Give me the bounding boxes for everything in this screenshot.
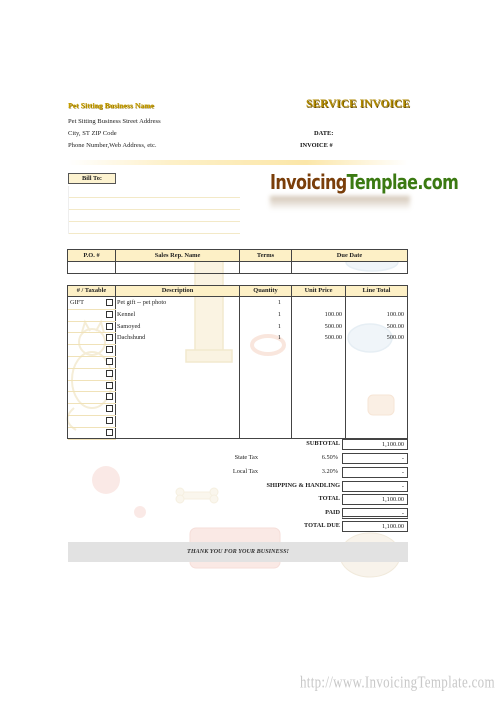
ball-icon xyxy=(92,466,146,518)
description-header: Description xyxy=(116,286,240,296)
items-table-body xyxy=(67,297,408,439)
table-row xyxy=(68,391,407,403)
taxable-checkbox[interactable] xyxy=(106,382,113,389)
company-name: Pet Sitting Business Name xyxy=(68,101,155,110)
item-unit-price: 500.00 xyxy=(324,322,342,330)
table-row xyxy=(68,297,407,309)
taxable-header: # / Taxable xyxy=(68,286,116,296)
local-tax-value: - xyxy=(342,467,408,478)
po-number-cell[interactable] xyxy=(68,262,116,274)
table-row xyxy=(68,321,407,333)
taxable-checkbox[interactable] xyxy=(106,417,113,424)
unit-price-header: Unit Price xyxy=(292,286,346,296)
item-quantity: 1 xyxy=(277,322,281,330)
item-quantity: 1 xyxy=(277,310,281,318)
paid-row xyxy=(222,507,408,520)
terms-cell[interactable] xyxy=(240,262,292,274)
table-row xyxy=(68,344,407,356)
state-tax-row xyxy=(222,452,408,465)
paid-label: PAID xyxy=(325,509,340,516)
bone-icon xyxy=(176,488,218,503)
local-tax-row xyxy=(222,466,408,479)
row-divider xyxy=(68,439,116,440)
state-tax-label: State Tax xyxy=(234,454,258,461)
item-description: Kennel xyxy=(117,310,136,318)
invoice-number-label: INVOICE # xyxy=(300,142,333,149)
item-description: Dachshund xyxy=(117,334,146,342)
item-line-total: 100.00 xyxy=(386,310,404,318)
taxable-checkbox[interactable] xyxy=(106,370,113,377)
sales-rep-header: Sales Rep. Name xyxy=(116,250,240,262)
total-label: TOTAL xyxy=(318,495,340,502)
shipping-value[interactable]: - xyxy=(342,481,408,492)
taxable-checkbox[interactable] xyxy=(106,405,113,412)
table-row xyxy=(68,356,407,368)
quantity-header: Quantity xyxy=(240,286,292,296)
item-description: Samoyed xyxy=(117,322,141,330)
state-tax-rate[interactable]: 6.50% xyxy=(321,454,338,461)
taxable-checkbox[interactable] xyxy=(106,311,113,318)
table-row xyxy=(68,415,407,427)
table-row xyxy=(68,403,407,415)
item-unit-price: 100.00 xyxy=(324,310,342,318)
subtotal-label: SUBTOTAL xyxy=(306,440,340,447)
local-tax-rate[interactable]: 3.20% xyxy=(321,468,338,475)
po-number-header: P.O. # xyxy=(68,250,116,262)
date-label: DATE: xyxy=(314,130,334,137)
item-unit-price: 500.00 xyxy=(324,334,342,342)
item-line-total: 500.00 xyxy=(386,334,404,342)
contact-info: Phone Number,Web Address, etc. xyxy=(68,142,157,149)
order-info-table xyxy=(67,249,408,274)
invoicing-template-logo: InvoicingTemplae.com xyxy=(270,170,459,194)
state-tax-value: - xyxy=(342,453,408,464)
shipping-row xyxy=(222,480,408,493)
total-due-label: TOTAL DUE xyxy=(304,522,340,529)
subtotal-row xyxy=(222,438,408,451)
table-row xyxy=(68,368,407,380)
subtotal-value: 1,100.00 xyxy=(342,439,408,450)
website-watermark: http://www.InvoicingTemplate.com xyxy=(300,672,495,692)
due-date-header: Due Date xyxy=(292,250,408,262)
items-header-row xyxy=(67,285,408,297)
header-divider-band xyxy=(68,160,408,165)
item-line-total: 500.00 xyxy=(386,322,404,330)
total-value: 1,100.00 xyxy=(342,494,408,505)
total-due-value: 1,100.00 xyxy=(342,521,408,532)
table-row xyxy=(68,427,407,439)
local-tax-label: Local Tax xyxy=(232,468,258,475)
city-state-zip: City, ST ZIP Code xyxy=(68,130,117,137)
bill-to-label: Bill To: xyxy=(68,173,116,184)
taxable-code: GIFT xyxy=(70,299,84,306)
taxable-checkbox[interactable] xyxy=(106,334,113,341)
paid-value[interactable]: - xyxy=(342,508,408,519)
item-description: Pet gift -- pet photo xyxy=(117,299,167,306)
taxable-checkbox[interactable] xyxy=(106,323,113,330)
item-quantity: 1 xyxy=(277,299,281,306)
total-row xyxy=(222,493,408,506)
table-row xyxy=(68,309,407,321)
sales-rep-cell[interactable] xyxy=(116,262,240,274)
taxable-checkbox[interactable] xyxy=(106,299,113,306)
table-row xyxy=(68,380,407,392)
shipping-label: SHIPPING & HANDLING xyxy=(266,482,340,489)
thank-you-band: THANK YOU FOR YOUR BUSINESS! xyxy=(68,542,408,562)
due-date-cell[interactable] xyxy=(292,262,408,274)
taxable-checkbox[interactable] xyxy=(106,358,113,365)
total-due-row xyxy=(222,520,408,533)
taxable-checkbox[interactable] xyxy=(106,346,113,353)
logo-reflection xyxy=(270,196,410,210)
item-quantity: 1 xyxy=(277,334,281,342)
line-total-header: Line Total xyxy=(362,287,391,294)
bill-to-area[interactable] xyxy=(68,186,240,234)
table-row xyxy=(68,332,407,344)
street-address: Pet Sitting Business Street Address xyxy=(68,118,161,125)
taxable-checkbox[interactable] xyxy=(106,429,113,436)
taxable-checkbox[interactable] xyxy=(106,393,113,400)
invoice-title: SERVICE INVOICE xyxy=(306,98,410,110)
terms-header: Terms xyxy=(240,250,292,262)
